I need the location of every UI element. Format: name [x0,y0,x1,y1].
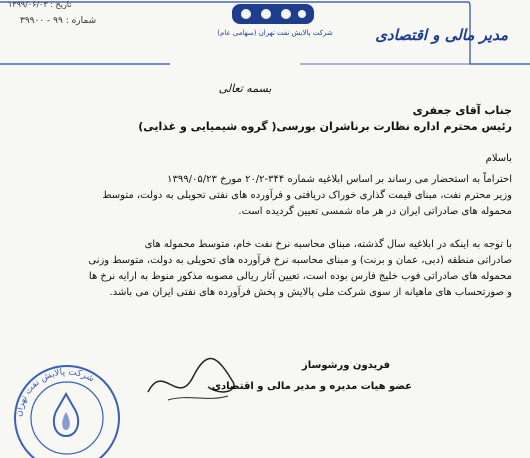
paragraph-line: و صورتحساب های ماهیانه از سوی شرکت ملی پالایش و پخش فرآورده های نفتی ایران می باشد. [109,287,512,298]
letterhead [0,0,530,64]
letter-number: شماره : ۹۹ - ۳۹۹۰۰ [20,16,97,26]
paragraph-line: صادراتی منطقه (دبی، عمان و برنت) و مبنای محاسبه نرخ فرآورده های تحویلی به دولت، متوسط وزنی [88,255,512,266]
greeting: باسلام [485,153,512,164]
company-stamp [0,350,134,458]
svg-text:شرکت پالایش نفت تهران: شرکت پالایش نفت تهران [14,367,96,418]
signatory-title: عضو هیات مدیره و مدیر مالی و اقتصادی [211,381,412,392]
paragraph-1 [102,172,512,220]
recipient-title: رئیس محترم اداره نظارت برناشران بورسی( گروه شیمیایی و غذایی) [138,120,512,133]
paragraph-line: محموله های صادراتی ایران در هر ماه شمسی تعیین گردیده است. [238,206,512,217]
paragraph-line: محموله های صادراتی فوب خلیج فارس بوده است، تعیین آثار ریالی مصوبه مذکور منوط به ارایه نرخ ها [88,271,512,282]
signatory-name: فریدون ورشوساز [302,360,390,371]
paragraph-line: با توجه به اینکه در ابلاغیه سال گذشته، مبنای محاسبه نرخ نفت خام، متوسط محموله های [144,239,512,250]
company-name: شرکت پالایش نفت تهران (سهامی عام) [217,29,333,37]
paragraph-line: احتراماً به استحضار می رساند بر اساس ابلاغیه شماره ۳۴۴-۲۰/۲ مورخ ۱۳۹۹/۰۵/۲۳ [167,174,512,185]
bismillah: بسمه تعالی [218,82,272,95]
paragraph-line: وزیر محترم نفت، مبنای قیمت گذاری خوراک دریافتی و فرآورده های نفتی تحویلی به دولت، متوسط [102,190,512,201]
company-logo [228,0,318,30]
department-name: مدیر مالی و اقتصادی [375,26,508,44]
paragraph-2 [88,237,512,301]
letter-date: تاریخ : ۱۳۹۹/۰۶/۰۳ [8,0,72,9]
recipient-name: جناب آقای جعفری [412,104,512,117]
